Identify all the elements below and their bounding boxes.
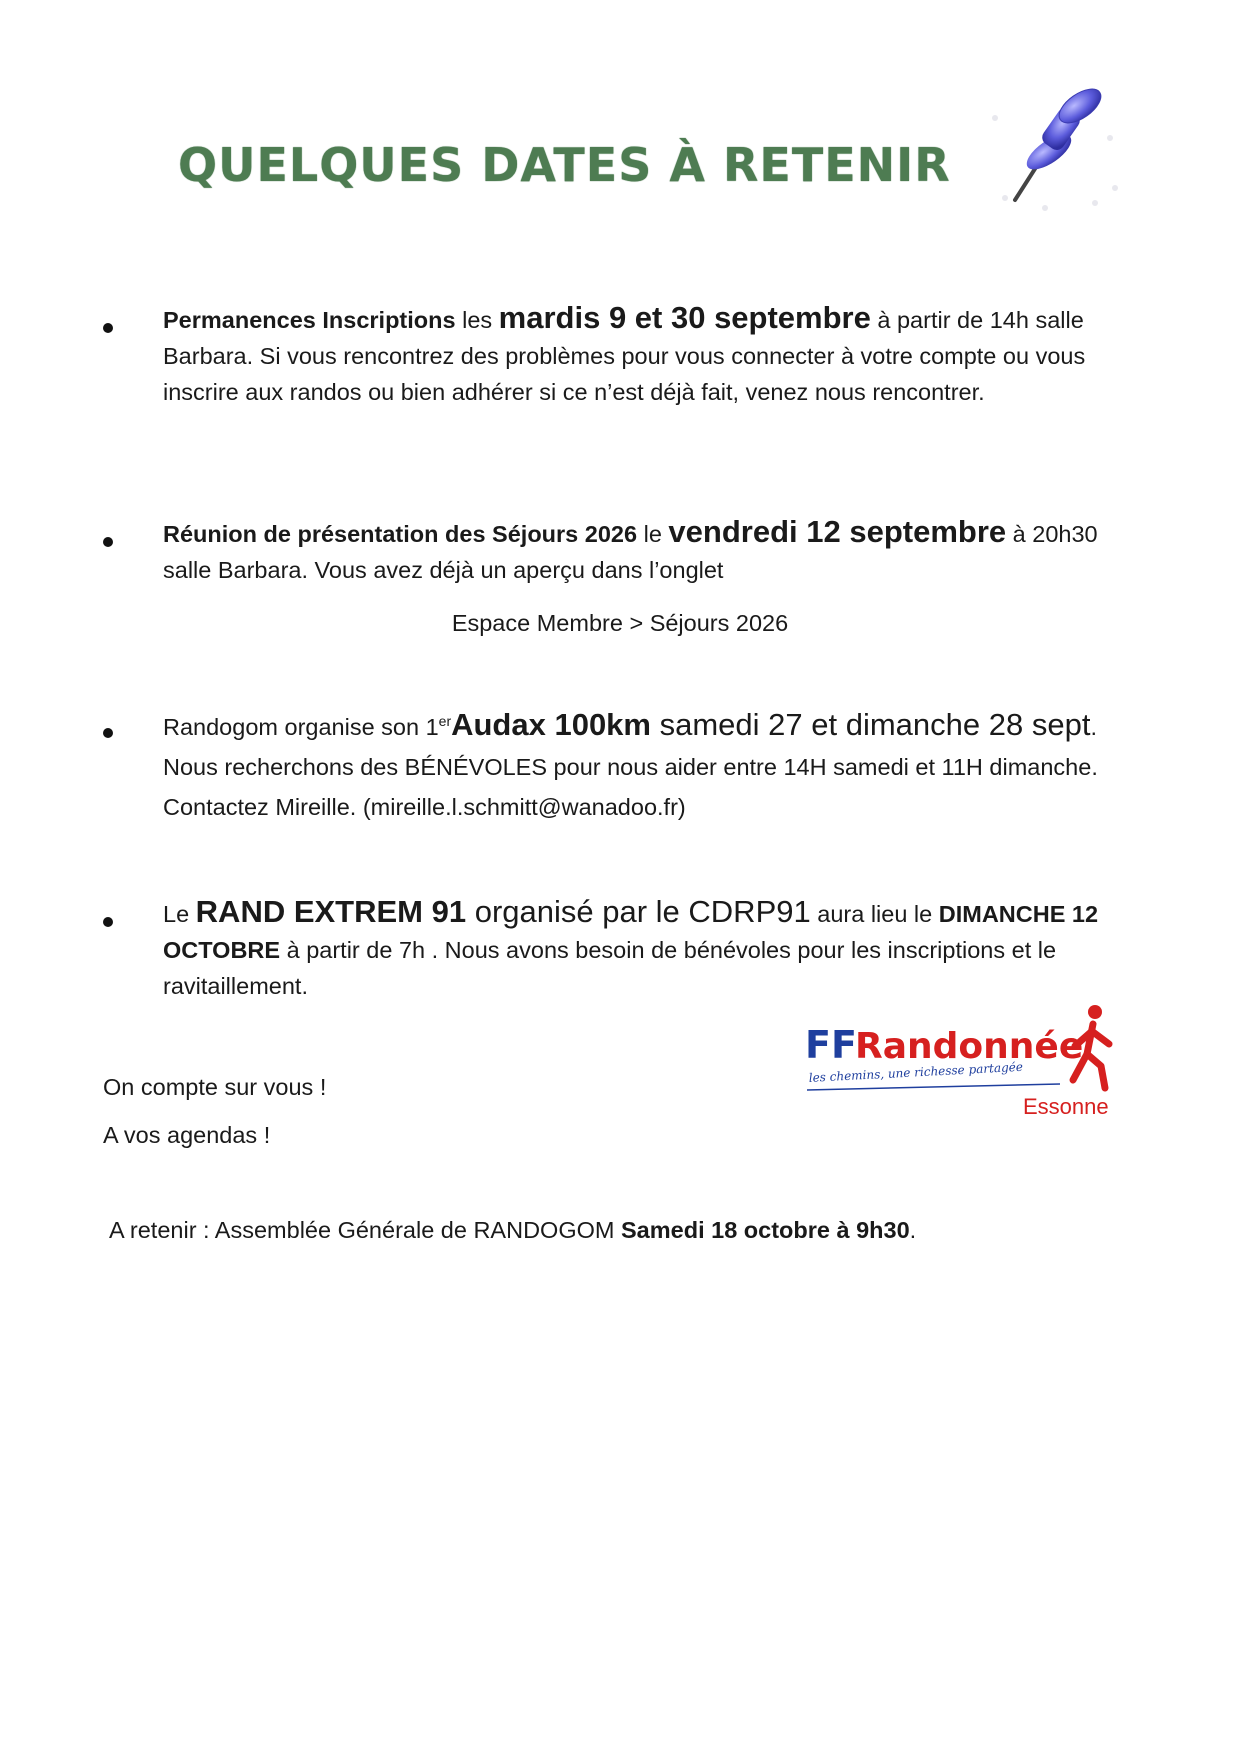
list-item: Le RAND EXTREM 91 organisé par le CDRP91 aura lieu le DIMANCHE 12 OCTOBRE à partir de 7h . Nous avons besoin de bénévoles pour les inscriptions et le ravitaillement. bbox=[163, 894, 1099, 999]
logo-tagline: les chemins, une richesse partagée bbox=[808, 1059, 1024, 1085]
list-item: Randogom organise son 1erAudax 100km samedi 27 et dimanche 28 sept. Nous recherchons des BÉNÉVOLES pour nous aider entre 14H samedi et 11H dimanche. Contactez Mireille. (mireille.l.schmitt@wanadoo.fr) bbox=[163, 707, 1098, 820]
bullet-dot bbox=[103, 728, 113, 738]
list-item: Permanences Inscriptions les mardis 9 et 30 septembre à partir de 14h salle Barbara. Si vous rencontrez des problèmes pour vous connecter à votre compte ou vous inscrire aux randos ou bien adhérer si ce n’est déjà fait, venez nous rencontrer. bbox=[163, 300, 1086, 405]
list-item: Réunion de présentation des Séjours 2026 le vendredi 12 septembre à 20h30 salle Barbara. Vous avez déjà un aperçu dans l’onglet bbox=[163, 514, 1098, 583]
closing-line: A vos agendas ! bbox=[103, 1122, 271, 1148]
bullet-dot bbox=[103, 323, 113, 333]
bullet-dot bbox=[103, 537, 113, 547]
logo-ff: FF bbox=[805, 1023, 857, 1067]
page-title: QUELQUES DATES À RETENIR bbox=[178, 138, 951, 192]
pushpin-icon bbox=[985, 78, 1125, 218]
logo-region: Essonne bbox=[1023, 1094, 1109, 1119]
ffrandonnee-logo bbox=[805, 1002, 1125, 1122]
logo-rando: Randonnée bbox=[855, 1026, 1084, 1067]
bullet-dot bbox=[103, 917, 113, 927]
walker-icon bbox=[1073, 1005, 1109, 1088]
assembly-note: A retenir : Assemblée Générale de RANDOGOM Samedi 18 octobre à 9h30. bbox=[109, 1217, 917, 1243]
closing-line: On compte sur vous ! bbox=[103, 1074, 327, 1100]
menu-path: Espace Membre > Séjours 2026 bbox=[451, 610, 789, 636]
